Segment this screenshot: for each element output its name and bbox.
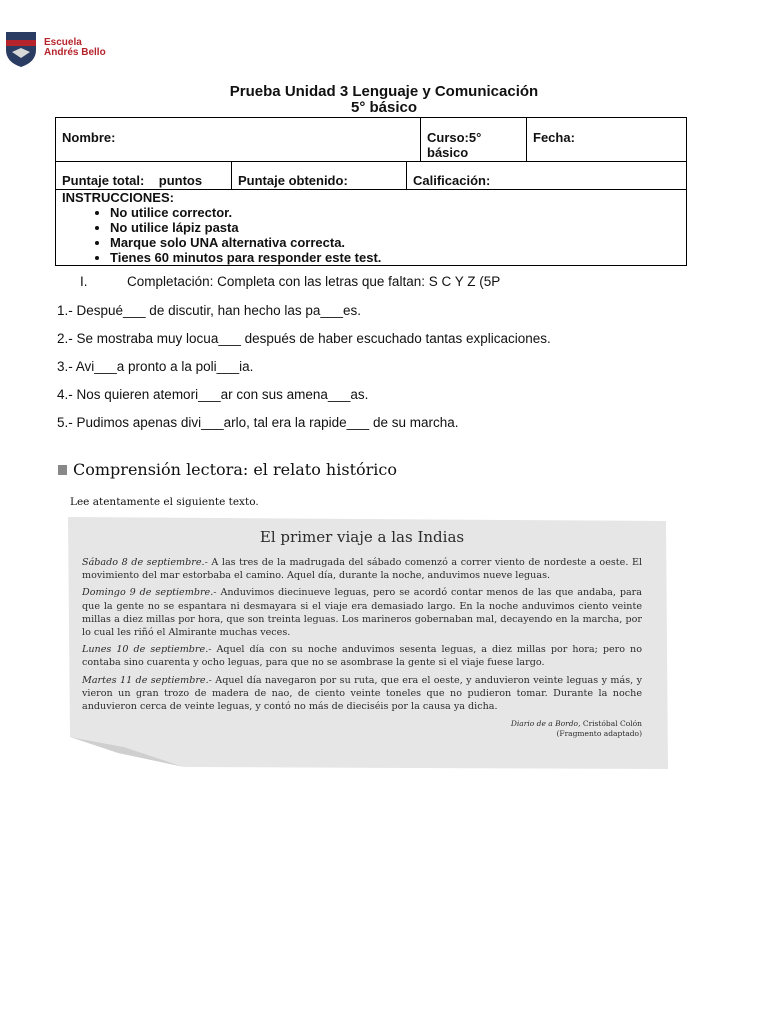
instruction-item: • Marque solo UNA alternativa correcta. [110,235,680,250]
completion-item-4: 4.- Nos quieren atemori___ar con sus amena___as. [57,387,369,402]
curso-line1: Curso:5° [427,130,482,145]
instructions-list [62,205,680,265]
reading-paragraph [82,556,642,582]
reading-paragraph [82,643,642,669]
section1-heading [80,274,500,289]
credit-author: , Cristóbal Colón [578,719,642,729]
calificacion-field: Calificación: [407,162,687,190]
section2-title-text: Comprensión lectora: el relato histórico [73,460,397,479]
entry-body: Aquel día con su noche anduvimos sesenta leguas, a diez millas por hora; pero no contaba sino cuarenta y ocho leguas, para que no se asombrase la gente si el viaje fuese largo. [82,644,642,669]
page-title: Prueba Unidad 3 Lenguaje y Comunicación [229,83,539,100]
section2-title [58,460,397,479]
entry-date: Sábado 8 de septiembre.- [82,557,208,568]
school-logo [4,30,124,70]
entry-body: Anduvimos diecinueve leguas, pero se acordó contar menos de las que andaba, para que la gente no se espantara ni desmayara si el viaje era demasiado largo. En la noche anduvimos ciento veinte millas a diez millas por hora, que son treinta leguas. Los marineros gobernaban mal, decayendo en la marcha, por lo cual les riñó el Almirante muchas veces. [82,587,642,639]
instruction-item: • No utilice lápiz pasta [110,220,680,235]
nombre-field: Nombre: [56,118,421,162]
entry-date: Martes 11 de septiembre.- [82,674,212,686]
school-shield-icon [4,30,38,68]
reading-credit [82,719,642,739]
puntaje-total-field: Puntaje total: puntos [56,162,232,190]
credit-source: Diario de a Bordo [510,719,579,729]
instruction-item: • Tienes 60 minutos para responder este test. [110,250,680,265]
reading-paragraph [82,674,642,714]
entry-body: A las tres de la madrugada del sábado comenzó a correr viento de nordeste a oeste. El movimiento del mar estorbaba el camino. Aquel día, durante la noche, anduvimos nueve leguas. [82,557,643,582]
section1-numeral: I. [80,274,88,289]
entry-date: Domingo 9 de septiembre.- [82,587,217,599]
entry-date: Lunes 10 de septiembre.- [82,644,212,656]
reading-instruction: Lee atentamente el siguiente texto. [70,496,259,508]
credit-note: (Fragmento adaptado) [556,729,642,739]
instruction-item: • No utilice corrector. [110,205,680,220]
reading-paragraph [82,586,642,639]
section-bullet-icon [58,465,67,475]
curso-line2: básico [427,145,469,160]
instructions-title: INSTRUCCIONES: [62,190,174,205]
instructions-box [56,190,687,266]
completion-item-1: 1.- Despué___ de discutir, han hecho las pa___es. [57,303,361,318]
reading-text [82,528,642,739]
school-name-line1: Escuela [44,37,82,48]
fecha-field: Fecha: [527,118,687,162]
school-name [44,38,106,58]
curso-field [421,118,527,162]
school-name-line2: Andrés Bello [44,47,106,58]
completion-item-3: 3.- Avi___a pronto a la poli___ia. [57,359,254,374]
completion-item-5: 5.- Pudimos apenas divi___arlo, tal era la rapide___ de su marcha. [57,415,459,430]
section1-heading-text: Completación: Completa con las letras que faltan: S C Y Z (5P [127,274,501,289]
student-info-table [55,117,687,266]
reading-title: El primer viaje a las Indias [259,528,465,546]
entry-body: Aquel día navegaron por su ruta, que era el oeste, y anduvieron veinte leguas y más, y vieron un gran trozo de madera de nao, de ciento veinte toneles que no pudieron tomar. Durante la noche anduvieron cerca de veinte leguas, y contó no más de dieciséis por la causa ya dicha. [82,674,642,713]
puntaje-obtenido-field: Puntaje obtenido: [232,162,407,190]
page-subtitle: 5° básico [350,99,418,116]
completion-item-2: 2.- Se mostraba muy locua___ después de haber escuchado tantas explicaciones. [57,331,551,346]
